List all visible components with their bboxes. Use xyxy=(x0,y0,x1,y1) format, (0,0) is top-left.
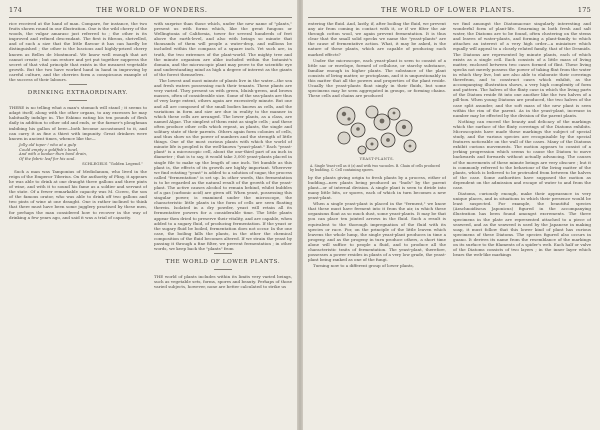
paragraph: with surprise than those which, under the new name of "plants," present us with forms which, like the great fungous or Wellingtonia of California, tower for several hundreds of feet above the earth-level, and also with beings so minute that thousands of them will people a water-drop, and millions be included within the compass of a square inch. Yet such are, in truth, the two extremes of the plant-world. The mighty tree and the minute organism are alike included within the botanist's domain, and the microscopic plant may prove to the scientific eye and understanding mind as high a degree of interest as the giants of the forest themselves. xyxy=(154,21,292,77)
paragraph: Diatoms, curiously enough, make their appearance in very unique places, and in situations in which their presence would be least suspected. For example, the beautiful species (Arachnoidiscus Japonicus) figured in the accompanying illustration has been found amongst excrements. The three specimens in the plate are represented attached to a piece of seaweed, and as the seaweed is used by the Japanese in making soap, it must follow that this lower kind of plant has curious specimens of these Diatoms. The species figured also occurs in guano. It derives its name from the resemblance of the markings on its surface to the filaments of a spider's web. Each half or valve of the Diatoms consists of two layers ; in the inner layer which bears the web-like markings xyxy=(453,191,591,258)
right-column-2 xyxy=(453,21,591,426)
divider xyxy=(214,269,232,270)
paragraph: Nothing can exceed the beauty and delicacy of the markings which the surface of the flinty coverings of the Diatoms exhibits. Microscopists have made these markings the subject of special study, and the various species are recognisable by the special features noticeable on the wall of the cases. Many of the Diatoms exhibit curious movements. The motion appears to consist of a jerking progression which seems to cause the Diatom to move backwards and forwards without actually advancing. The causes of the movements of these minute beings are very obscure ; but it is commonly referred to the behaviour of the living matter of the plants, which is believed to be protruded from between the halves of the case. Some authorities have supposed the motion as dependent on the admission and escape of water to and from the case. xyxy=(453,118,591,190)
verse-attribution: SCHLEGEL’S “Golden Legend.” xyxy=(82,160,143,166)
section-title-drinking: DRINKING EXTRAORDINARY. xyxy=(27,90,129,97)
paragraph: Such a man was Tamponius of Mediolanum, who lived in the reign of the Emperor Tiberius. On the authority of Pliny, it appears he was able to drink at one draught three gallons and three pints of wine, and with it to sound his fame as a soldier and servant of the state. Of a fewer remarkable capacity was M. Cicero, the son of the famous orator, who was able to drink off two gallons and two pints of wine at one draught. One is rather inclined to think that there must have been some jugglery practised by these men, for perhaps the man considered how to recover in the way of drinking a few years ago, and said it was a trial of capacity. xyxy=(9,168,147,220)
verse-line: Jolly old toper ! who at a gulp xyxy=(19,141,77,147)
paragraph: we find amongst the Diatomaceae singularly interesting and wonderful form of plant-life. Swarming in both fresh and salt water, the Diatoms are to be found, often clustering on the stems and leaves of water-plants, and forming a plant-family to which attaches an interest of a very high order—a miniature which equally will appeal to a closely related family, that of the Desmids. The Diatoms are represented by minute plants, each of which exists as a single cell. Each consists of a little mass of living matter, enclosed between two cases formed of flint. These living specks not merely possess the power of taking flint from the water in which they live, but are also able to elaborate their coverings therefrom, and to construct cases which exhibit, as the accompanying illustration shows, a very high complexity of form and pattern. The halves of the flinty case in which the living parts of the Diatom reside fit into one another like the two halves of a pill-box. When young Diatoms are produced, the two halves of the case split asunder, and the soft mass of the new plant is seen within the rim of the parent. As in the yeast-plant, increase in number may be effected by the division of the parent plants. xyxy=(453,21,591,118)
section-title-lower-plants: THE WORLD OF LOWER PLANTS. xyxy=(165,259,281,266)
left-column-1 xyxy=(9,21,147,426)
right-running-title: THE WORLD OF LOWER PLANTS. xyxy=(381,6,515,14)
paragraph: entering the fluid. And, lastly, if, after boiling the fluid, we prevent any air from coming in contact with it, or if we filter the air through cotton wool, we again prevent fermentation. It is thus clear that the small solid specks we name the "yeast-plants" are the cause of fermentative action. What, it may be asked, is the nature of these plants, which are capable of producing such marked effects? xyxy=(308,21,446,57)
verse-line: And with a beaker then bowl drain, xyxy=(19,151,88,157)
left-page-number: 174 xyxy=(9,6,23,14)
paragraph: When a single yeast-plant is placed in the "ferment," we know that these must have ferment into it from the air, in which these organisms float as so much dust, some yeast-plants. It may be that you can place ten jointed arrows in the fluid. Such a result is equivalent to the thorough impregnation of the fluid with its species or race. For, on the principle of the little leaven which leavens the whole lump, the single yeast-plant produces in time a progeny, and as the progeny in turn produce others, a short time alone will suffice to people a fluid, and to produce all the characteristic traits of fermentation. The yeast-plant, therefore, possesses a power resides in plants of a very low grade, the yeast-plant being ranked as one of the fungi. xyxy=(308,201,446,263)
paragraph: THERE is no telling what a man's stomach will stand ; it seems to adapt itself, along with the other organs, to any excesses he may habitually indulge in. The Eskimo eating his ten pounds of flesh daily in addition to other odd and ends, or the farmer's ploughman imbibing his gallon of beer—both become accustomed to it, and can carry it as fine a thirst with impunity. Great drinkers were known in ancient times, whence like the— xyxy=(9,105,147,141)
figure-title: YEAST-PLANTS. xyxy=(359,157,395,162)
right-columns xyxy=(308,21,591,426)
right-running-header xyxy=(308,6,591,18)
left-column-2 xyxy=(154,21,292,426)
verse-line: Could empty a goldfish’s bowl, xyxy=(19,146,79,152)
right-page-number: 175 xyxy=(577,6,591,14)
paragraph: THE world of plants includes within its limits very varied beings, such as vegetable sets, forms, spores and beauty. Perhaps of those varied subjects, however, none are better calculated to strike us xyxy=(154,274,292,290)
paragraph: by the plants giving origin to fresh plants by a process, either of budding—new plants being produced as "buds" by the parent plant—or of internal division. A single plant is seen to divide into many little bits, or spores, each of which in turn becomes a new yeast-plant. xyxy=(308,174,446,201)
left-columns xyxy=(9,21,292,426)
paragraph: Under the microscope, each yeast-plant is seen to consist of a little sac or envelope, formed of cellulose, or starchy substance, familiar enough in higher plants. The substance of the plant consists of living matter, or protoplasm, and it is unquestionably in this matter that all the powers and properties of the plant reside. Usually the yeast-plants float singly in their fluids, but some specimens may be seen aggregated in groups, or forming chains. These cells and chains are produced xyxy=(308,57,446,99)
paragraph: Turning now to a different group of lower plants, xyxy=(313,263,414,269)
paragraph: The lowest and most minute of plants live in the water—the sea and fresh waters possessing each their tenants. These plants are very varied. They present us with green, bluish-green, and brown masses, often of considerable size. Some of the sea-plants are thus of very large extent, others again are excessively minute. But one and all are composed of the small bodies known as cells, and the variations in form and size are due in reality to the manner in which these cells are arranged. The lower plants, as a class, are named Algae. The simplest of them exist as single cells ; and these often produce other cells which repeat, as plants, the single and solitary state of their parents. Others again form colonies of cells, and thus show us the power of numbers and the strength of little things. One of the most curious plants with which the world of minute life is peopled is the well-known "yeast-plant." Each "yeast-plant" is a microscopic cell, about the one-third part of an inch in diameter ; that is to say, it would take 3,000 yeast-plants placed in single file to make up the length of one inch. Yet humble as this plant is, the effects of its growth are highly important. Wherever we find rotating "yeast" is added to a solution of sugar, the process called "fermentation" is set up. In other words, this fermentation is to be regarded as the natural result of the growth of the yeast-plant. The active causes alcohol to remain behind, whilst bubbles of a gas (carbonic acid) are given off. When yeast, possessing this singular power, is examined under the microscope, the characteristic little plants in the form of cells are seen floating therein. Isolated in a dry powder, yeast will retain all its fermentative powers for a considerable time. The little plants appear then dried to preserve their vitality, and are capable, when added to a sugary fluid, of producing fermentation. If the yeast or the sugary fluid be boiled, fermentation does not occur. In the one case, the boiling kills the plants, in the other the chemical composition of the fluid becomes altered. If we strain the yeast by passing it through a fine filter, we prevent fermentation ; in other words, we keep back the "plants" from xyxy=(154,78,292,252)
yeast-figure xyxy=(308,100,446,171)
divider xyxy=(69,84,87,85)
yeast-cells-icon xyxy=(332,100,422,156)
right-page xyxy=(300,0,600,430)
verse-line: Of the fabric leaf for his soul. xyxy=(19,156,76,162)
left-running-header xyxy=(9,6,292,18)
divider xyxy=(214,253,232,254)
divider xyxy=(69,100,87,101)
left-running-title: THE WORLD OF WONDERS. xyxy=(96,6,208,14)
book-gutter xyxy=(297,0,303,430)
paragraph: rice received at the hand of man. Compare, for instance, the two fruits shown round in our illustration. One is the wild cherry of the woods, the vulgar amarasc just referred to ; the other is its improved and refined descendant. The first is fibrous, shrivelled, and of such a size that the little flavour it has can hardly be distinguished ; the other is the luscious and highly-prized cherry known as Belles de Montmoral. We know well enough that art cannot create ; but can restore and yet put together suppress the secret of that vital principle that exists in the meanest vegetable growth. But the two have worked hand in hand in improving by careful culture, and the cherries form a conspicuous example of the success of their labours. xyxy=(9,21,147,83)
right-column-1 xyxy=(308,21,446,426)
figure-caption: A. Single Yeast-cell as it (z) and with two vacuoles. B. Chain of cells produced by budding. C. Cell containing spores. xyxy=(310,163,440,172)
verse-quote xyxy=(19,143,147,167)
